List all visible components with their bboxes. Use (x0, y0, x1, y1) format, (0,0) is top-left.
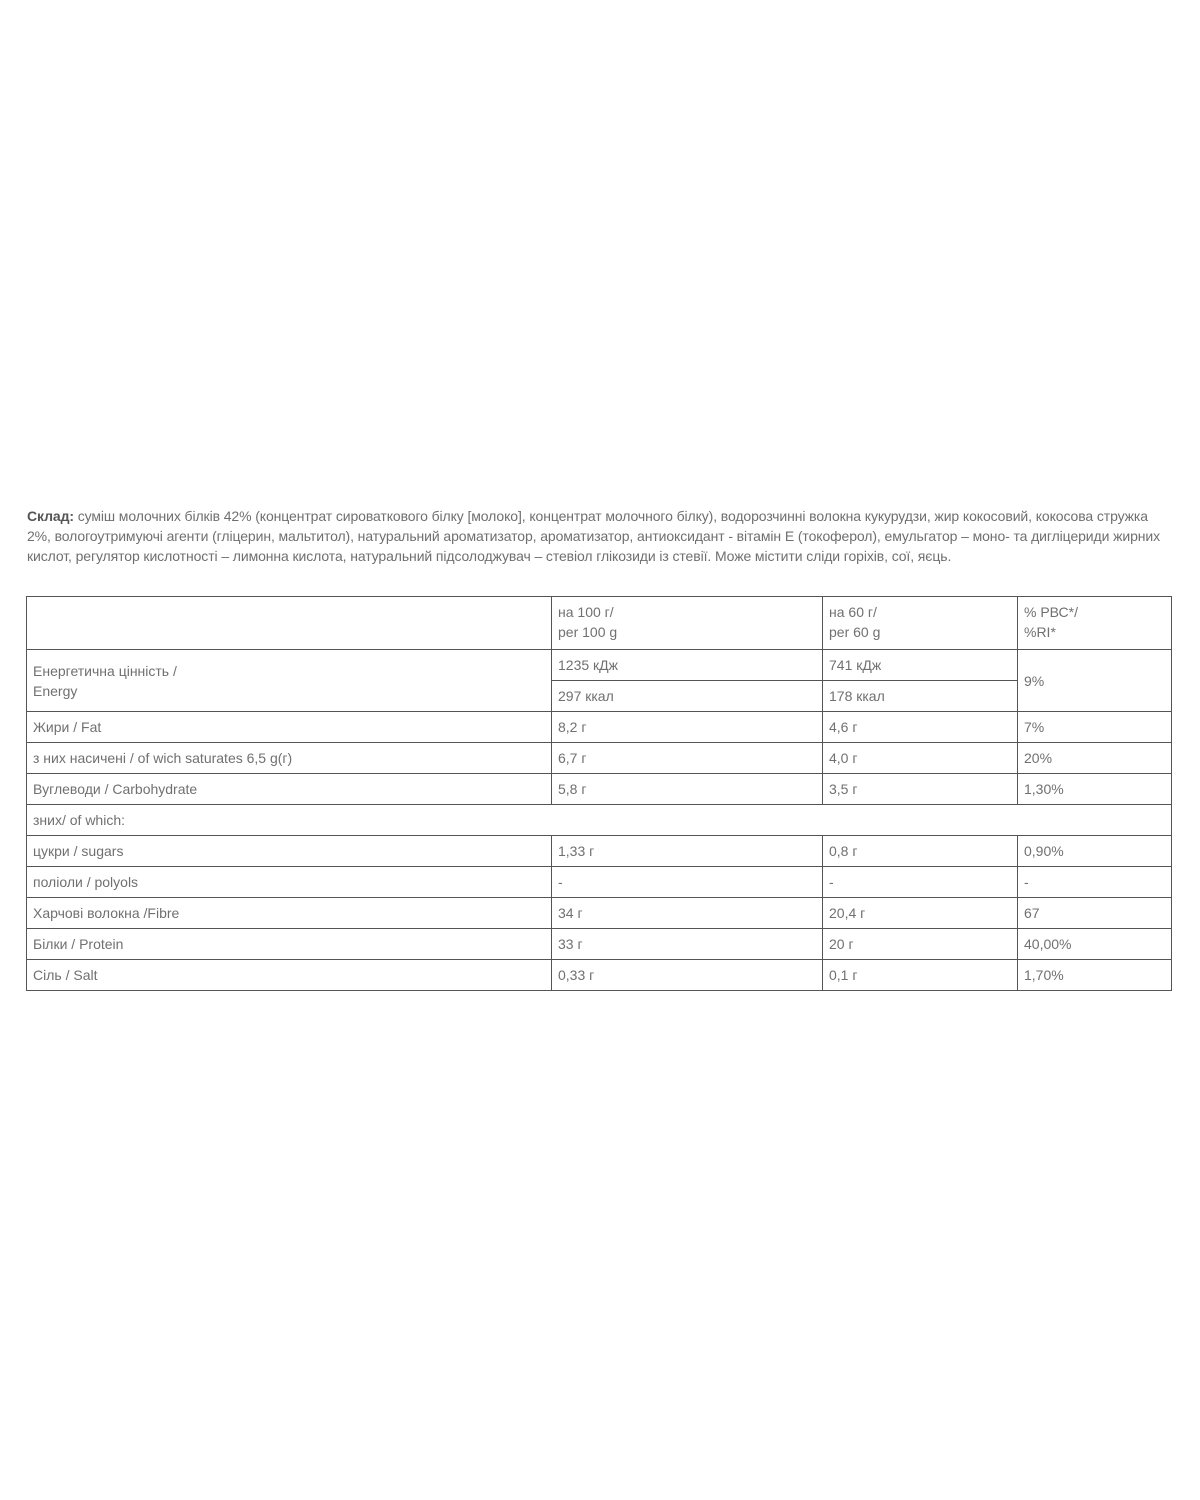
header-per-100g-line2: per 100 g (558, 624, 618, 640)
energy-kj-60: 741 кДж (823, 650, 1018, 681)
value-per-60g: 4,6 г (823, 712, 1018, 743)
header-ri (1018, 597, 1172, 650)
value-per-60g: 20 г (823, 929, 1018, 960)
value-ri: 1,30% (1018, 774, 1172, 805)
nutrient-name: Жири / Fat (27, 712, 552, 743)
value-ri: 0,90% (1018, 836, 1172, 867)
value-per-100g: - (552, 867, 823, 898)
value-ri: - (1018, 867, 1172, 898)
table-row (27, 774, 1172, 805)
table-header-row (27, 597, 1172, 650)
energy-kj-100: 1235 кДж (552, 650, 823, 681)
energy-kcal-100: 297 ккал (552, 681, 823, 712)
energy-label-line2: Energy (33, 682, 78, 699)
value-per-60g: 4,0 г (823, 743, 1018, 774)
nutrient-name: з них насичені / of wich saturates 6,5 g(г) (27, 743, 552, 774)
nutrient-name: цукри / sugars (27, 836, 552, 867)
table-row (27, 836, 1172, 867)
header-per-60g-line2: per 60 g (829, 624, 881, 640)
composition-label: Склад: (27, 508, 74, 524)
value-ri: 40,00% (1018, 929, 1172, 960)
value-ri: 7% (1018, 712, 1172, 743)
value-per-60g: - (823, 867, 1018, 898)
nutrient-name: Вуглеводи / Carbohydrate (27, 774, 552, 805)
value-ri: 1,70% (1018, 960, 1172, 991)
nutrient-name: Сіль / Salt (27, 960, 552, 991)
header-per-60g-line1: на 60 г/ (829, 604, 877, 620)
header-ri-line1: % РВС*/ (1024, 604, 1078, 620)
header-per-100g (552, 597, 823, 650)
energy-label-line1: Енергетична цінність / (33, 662, 177, 679)
energy-label (27, 650, 552, 712)
nutrient-name: поліоли / polyols (27, 867, 552, 898)
header-ri-line2: %RI* (1024, 624, 1056, 640)
value-per-60g: 0,1 г (823, 960, 1018, 991)
table-row (27, 898, 1172, 929)
table-row (27, 712, 1172, 743)
of-which-subheading: зних/ of which: (27, 805, 1172, 836)
value-per-100g: 8,2 г (552, 712, 823, 743)
value-per-100g: 5,8 г (552, 774, 823, 805)
table-row (27, 960, 1172, 991)
value-ri: 67 (1018, 898, 1172, 929)
table-row (27, 743, 1172, 774)
table-subheading-row (27, 805, 1172, 836)
value-per-100g: 34 г (552, 898, 823, 929)
header-per-100g-line1: на 100 г/ (558, 604, 614, 620)
table-row (27, 929, 1172, 960)
value-per-60g: 20,4 г (823, 898, 1018, 929)
energy-kcal-60: 178 ккал (823, 681, 1018, 712)
value-per-60g: 0,8 г (823, 836, 1018, 867)
header-per-60g (823, 597, 1018, 650)
nutrition-table (26, 596, 1172, 991)
value-per-100g: 6,7 г (552, 743, 823, 774)
value-ri: 20% (1018, 743, 1172, 774)
table-row (27, 867, 1172, 898)
composition-text (27, 506, 1172, 566)
value-per-60g: 3,5 г (823, 774, 1018, 805)
composition-body: суміш молочних білків 42% (концентрат сироваткового білку [молоко], концентрат молочного білку), водорозчинні волокна кукурудзи, жир кокосовий, кокосова стружка 2%, вологоутримуючі агенти (гліцерин, мальтитол), натуральний ароматизатор, ароматизатор, антиоксидант - вітамін Е (токоферол), емульгатор – моно- та дигліцериди жирних кислот, регулятор кислотності – лимонна кислота, натуральний підсолоджувач – стевіол глікозиди із стевії. Може містити сліди горіхів, сої, яєць. (27, 508, 1161, 564)
nutrient-name: Білки / Protein (27, 929, 552, 960)
table-row-energy-kj (27, 650, 1172, 681)
value-per-100g: 1,33 г (552, 836, 823, 867)
energy-ri: 9% (1018, 650, 1172, 712)
header-empty-cell (27, 597, 552, 650)
value-per-100g: 33 г (552, 929, 823, 960)
nutrient-name: Харчові волокна /Fibre (27, 898, 552, 929)
value-per-100g: 0,33 г (552, 960, 823, 991)
